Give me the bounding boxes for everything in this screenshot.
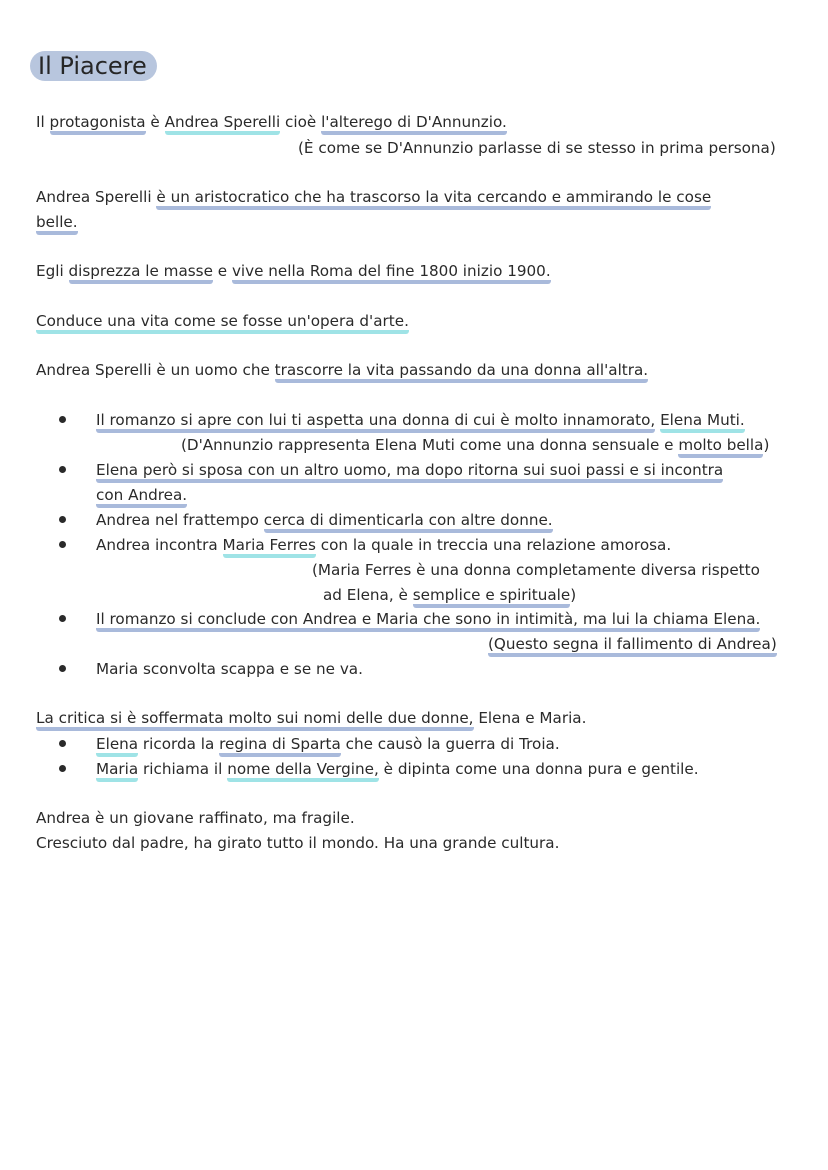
highlight-maria-ferres: Maria Ferres: [223, 536, 316, 558]
note-maria-ferres: (Maria Ferres è una donna completamente diversa rispetto: [312, 561, 760, 579]
highlight-disprezza: disprezza le masse: [69, 262, 213, 284]
paragraph-cresciuto: Cresciuto dal padre, ha girato tutto il mondo. Ha una grande cultura.: [36, 834, 560, 852]
bullet-dot: [59, 765, 66, 772]
list-item-maria-scappa: Maria sconvolta scappa e se ne va.: [96, 660, 363, 678]
note-fallimento: [488, 634, 777, 654]
paragraph-women: Andrea Sperelli è un uomo che trascorre la vita passando da una donna all'altra.: [36, 360, 648, 380]
bullet-dot: [59, 466, 66, 473]
highlight-maria: Maria: [96, 760, 138, 782]
bullet-dot: [59, 516, 66, 523]
list-item-elena-sposa: [96, 460, 723, 480]
highlight-elena-muti: Elena Muti.: [660, 411, 745, 433]
bullet-dot: [59, 665, 66, 672]
paragraph-aristocrat-line2: [36, 212, 78, 232]
highlight-molto-bella: molto bella: [678, 436, 763, 458]
note-elena-muti: (D'Annunzio rappresenta Elena Muti come una donna sensuale e molto bella): [181, 435, 769, 455]
list-item-romanzo-apre: [96, 410, 745, 430]
paragraph-masses: Egli disprezza le masse e vive nella Roma del fine 1800 inizio 1900.: [36, 261, 551, 281]
highlight-protagonista: protagonista: [50, 113, 146, 135]
paragraph-aristocrat: Andrea Sperelli è un aristocratico che ha trascorso la vita cercando e ammirando le cose: [36, 187, 711, 207]
highlight-dimenticarla: cerca di dimenticarla con altre donne.: [264, 511, 553, 533]
highlight-romanzo-apre: Il romanzo si apre con lui ti aspetta una donna di cui è molto innamorato,: [96, 411, 655, 433]
bullet-dot: [59, 541, 66, 548]
highlight-opera-arte: Conduce una vita come se fosse un'opera d'arte.: [36, 312, 409, 334]
highlight-belle: belle.: [36, 213, 78, 235]
note-first-person: (È come se D'Annunzio parlasse di se stesso in prima persona): [298, 139, 776, 157]
paragraph-opera-arte: [36, 311, 409, 331]
bullet-dot: [59, 615, 66, 622]
list-item-frattempo: Andrea nel frattempo cerca di dimenticarla con altre donne.: [96, 510, 553, 530]
highlight-fallimento: (Questo segna il fallimento di Andrea): [488, 635, 777, 657]
list-item-elena-sposa-line2: [96, 485, 187, 505]
note-maria-ferres-line2: ad Elena, è semplice e spirituale): [323, 585, 576, 605]
highlight-andrea-sperelli: Andrea Sperelli: [165, 113, 281, 135]
highlight-romanzo-conclude: Il romanzo si conclude con Andrea e Maria che sono in intimità, ma lui la chiama Elena.: [96, 610, 760, 632]
highlight-alterego: l'alterego di D'Annunzio.: [321, 113, 507, 135]
list-item-romanzo-conclude: [96, 609, 760, 629]
highlight-semplice: semplice e spirituale: [413, 586, 571, 608]
list-item-maria-vergine: Maria richiama il nome della Vergine, è dipinta come una donna pura e gentile.: [96, 759, 699, 779]
bullet-dot: [59, 416, 66, 423]
highlight-critica: La critica si è soffermata molto sui nomi delle due donne,: [36, 709, 474, 731]
highlight-aristocratico: è un aristocratico che ha trascorso la vita cercando e ammirando le cose: [156, 188, 711, 210]
paragraph-protagonist: Il protagonista è Andrea Sperelli cioè l'alterego di D'Annunzio.: [36, 112, 507, 132]
page-title: Il Piacere: [30, 51, 157, 81]
highlight-trascorre: trascorre la vita passando da una donna all'altra.: [275, 361, 649, 383]
highlight-elena-sposa: Elena però si sposa con un altro uomo, ma dopo ritorna sui suoi passi e si incontra: [96, 461, 723, 483]
list-item-maria-ferres: Andrea incontra Maria Ferres con la quale in treccia una relazione amorosa.: [96, 535, 671, 555]
highlight-nome-vergine: nome della Vergine,: [227, 760, 379, 782]
paragraph-giovane: Andrea è un giovane raffinato, ma fragile.: [36, 809, 355, 827]
highlight-con-andrea: con Andrea.: [96, 486, 187, 508]
list-item-elena-sparta: Elena ricorda la regina di Sparta che causò la guerra di Troia.: [96, 734, 560, 754]
highlight-roma: vive nella Roma del fine 1800 inizio 1900.: [232, 262, 551, 284]
bullet-dot: [59, 740, 66, 747]
highlight-regina-sparta: regina di Sparta: [219, 735, 341, 757]
paragraph-critica: La critica si è soffermata molto sui nomi delle due donne, Elena e Maria.: [36, 708, 586, 728]
highlight-elena: Elena: [96, 735, 138, 757]
